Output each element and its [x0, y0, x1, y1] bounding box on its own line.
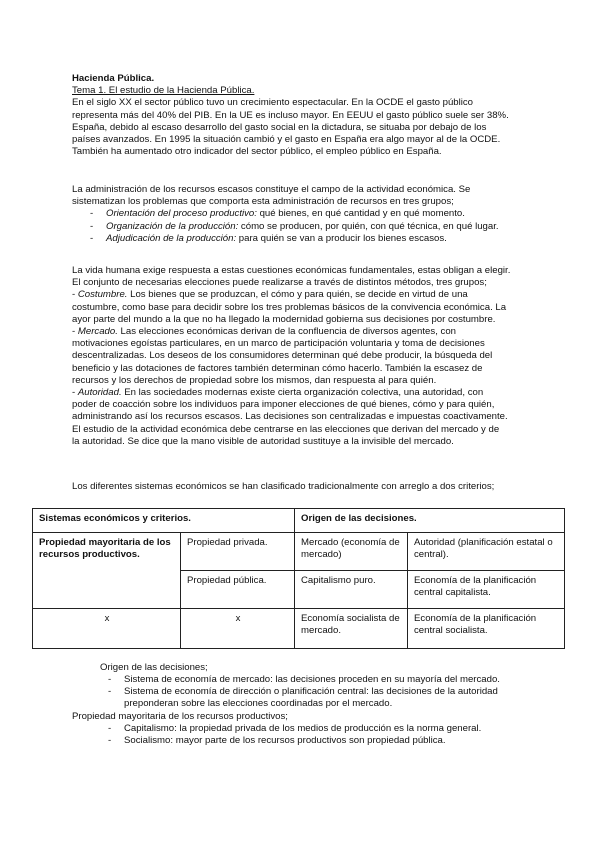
- property-section: [72, 711, 542, 723]
- item-text: qué bienes, en qué cantidad y en qué momento.: [256, 208, 465, 220]
- property-title: Propiedad mayoritaria de los recursos productivos;: [72, 711, 288, 722]
- autoridad-term: Autoridad.: [77, 387, 122, 399]
- origin-list-block: [90, 674, 530, 711]
- list-item: - Sistema de economía de dirección o planificación central: las decisiones de la autoridad preponderan sobre las elecciones coordinadas por el mercado.: [108, 686, 498, 710]
- origin-title: Origen de las decisiones;: [100, 662, 208, 673]
- admin-line: sistematizan los problemas que comporta esta administración de recursos en tres grupos;: [72, 196, 454, 208]
- document-title: Hacienda Pública.: [72, 73, 155, 84]
- table-cell: Mercado (economía de mercado): [295, 533, 408, 571]
- admin-section: [72, 184, 542, 245]
- intro-line: países avanzados. En 1995 la situación cambió y el gasto en España era algo mayor al de la OCDE.: [72, 134, 501, 146]
- systems-table: [32, 508, 565, 649]
- chapter-heading: Tema 1. El estudio de la Hacienda Pública.: [72, 85, 255, 97]
- list-item: - Socialismo: mayor parte de los recursos productivos son propiedad pública.: [108, 735, 446, 747]
- autoridad-line: El estudio de la actividad económica debe centrarse en las elecciones que derivan del mercado y de: [72, 423, 500, 435]
- table-cell: Propiedad privada.: [181, 533, 295, 571]
- intro-line: representa más del 40% del PIB. En la UE es incluso mayor. En EEUU el gasto público suele ser 38%.: [72, 109, 509, 121]
- costumbre-line: ayor parte del mundo a la que no ha llegado la modernidad gobierna sus decisiones por costumbre.: [72, 313, 496, 325]
- intro-line: También ha aumentado otro indicador del sector público, el empleo público en España.: [72, 146, 442, 158]
- mercado-line: motivaciones egoístas particulares, en un marco de participación voluntaria y toma de decisiones: [72, 338, 485, 350]
- systems-intro-line: Los diferentes sistemas económicos se han clasificado tradicionalmente con arreglo a dos criterios;: [72, 481, 495, 492]
- intro-line: En el siglo XX el sector público tuvo un crecimiento espectacular. En la OCDE el gasto público: [72, 97, 474, 109]
- autoridad-paragraph: - Autoridad. En las sociedades modernas existe cierta organización colectiva, una autoridad, con: [72, 387, 484, 399]
- table-row-label: Propiedad mayoritaria de los recursos productivos.: [33, 533, 181, 609]
- origin-list: [90, 674, 530, 711]
- mercado-line: descentralizadas. Los deseos de los consumidores determinan qué debe producir, la búsqueda del: [72, 350, 493, 362]
- list-item: - Adjudicación de la producción: para quién se van a producir los bienes escasos.: [90, 232, 447, 244]
- costumbre-line: costumbre, como base para decidir sobre los tres problemas básicos de la convivencia económica. La: [72, 301, 507, 313]
- admin-line: La administración de los recursos escasos constituye el campo de la actividad económica. Se: [72, 184, 471, 195]
- costumbre-term: Costumbre.: [77, 289, 128, 301]
- table-cell: Economía socialista de mercado.: [295, 609, 408, 649]
- intro-line: España, debido al escaso desarrollo del gasto social en la dictadura, se situaba por debajo de los: [72, 121, 487, 133]
- table-cell: x: [33, 609, 181, 649]
- item-term: Orientación del proceso productivo:: [106, 208, 257, 220]
- methods-section: [72, 265, 542, 448]
- list-item: - Orientación del proceso productivo: qué bienes, en qué cantidad y en qué momento.: [90, 208, 465, 220]
- table-row: [33, 533, 565, 571]
- table-cell: Autoridad (planificación estatal o central).: [408, 533, 565, 571]
- item-term: Adjudicación de la producción:: [106, 232, 237, 244]
- table-row: [33, 509, 565, 533]
- table-cell: Capitalismo puro.: [295, 571, 408, 609]
- table-header-systems: Sistemas económicos y criterios.: [33, 509, 295, 533]
- methods-line: La vida humana exige respuesta a estas cuestiones económicas fundamentales, estas obligan a elegir.: [72, 265, 511, 276]
- property-list: [90, 723, 530, 747]
- mercado-term: Mercado.: [77, 326, 118, 338]
- autoridad-line: administrando así los recursos escasos. Las decisiones son centralizadas e impuestas coactivamente.: [72, 411, 508, 423]
- table-cell: Propiedad pública.: [181, 571, 295, 609]
- table-row: [33, 609, 565, 649]
- mercado-line: recursos y los derechos de propiedad sobre los mismos, dan respuesta al para quién.: [72, 374, 437, 386]
- table-cell: Economía de la planificación central socialista.: [408, 609, 565, 649]
- admin-list: [72, 208, 542, 245]
- autoridad-line: poder de coacción sobre los individuos para imponer elecciones de qué bienes, cómo y para quién,: [72, 399, 495, 411]
- list-item: - Capitalismo: la propiedad privada de los medios de producción es la norma general.: [108, 723, 482, 734]
- origin-section: [100, 662, 540, 674]
- table-cell: Economía de la planificación central capitalista.: [408, 571, 565, 609]
- mercado-line: beneficio y las dotaciones de factores también determinan cómo hacerlo. También la escasez de: [72, 362, 483, 374]
- table-cell: x: [181, 609, 295, 649]
- list-item: - Organización de la producción: cómo se producen, por quién, con qué técnica, en qué lugar.: [90, 220, 499, 232]
- autoridad-line: la autoridad. Se dice que la mano visible de autoridad sustituye a la invisible del mercado.: [72, 435, 454, 447]
- item-term: Organización de la producción:: [106, 220, 239, 232]
- list-item: - Sistema de economía de mercado: las decisiones proceden en su mayoría del mercado.: [108, 674, 500, 685]
- table-header-origin: Origen de las decisiones.: [295, 509, 565, 533]
- item-text: cómo se producen, por quién, con qué técnica, en qué lugar.: [238, 220, 499, 232]
- mercado-paragraph: - Mercado. Las elecciones económicas derivan de la confluencia de diversos agentes, con: [72, 326, 456, 338]
- intro-section: [72, 73, 542, 158]
- systems-intro: [72, 481, 542, 493]
- item-text: para quién se van a producir los bienes escasos.: [236, 232, 447, 244]
- methods-line: El conjunto de necesarias elecciones puede realizarse a través de distintos métodos, tres grupos;: [72, 277, 487, 289]
- costumbre-paragraph: - Costumbre. Los bienes que se produzcan, el cómo y para quién, se decide en virtud de una: [72, 289, 468, 301]
- property-list-block: [90, 723, 530, 747]
